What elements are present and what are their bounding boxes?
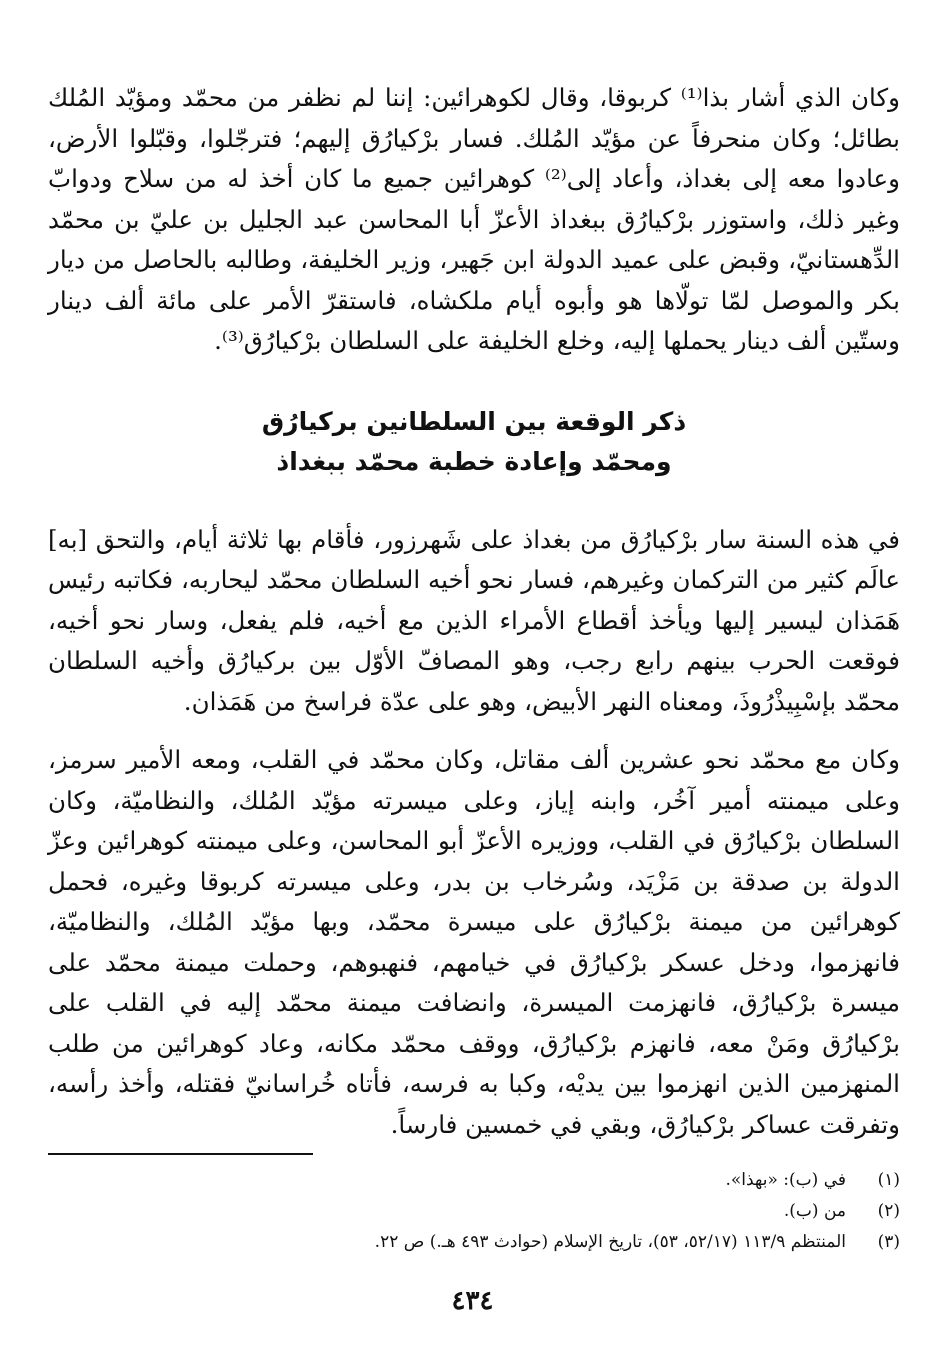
- footnote-number: (٣): [877, 1232, 900, 1252]
- footnote-2: [48, 1196, 900, 1227]
- footnotes: [48, 1165, 900, 1258]
- footnote-number: (١): [877, 1170, 900, 1190]
- footnote-text: في (ب): «بهذا».: [725, 1170, 846, 1190]
- section-heading-line-2: ومحمّد وإعادة خطبة محمّد ببغداذ: [276, 446, 672, 476]
- footnote-number: (٢): [877, 1201, 900, 1221]
- footnote-text: المنتظم ١١٣/٩ (٥٢/١٧، ٥٣)، تاريخ الإسلام (حوادث ٤٩٣ هـ.) ص ٢٢.: [374, 1232, 846, 1252]
- paragraph-section-2: وكان مع محمّد نحو عشرين ألف مقاتل، وكان محمّد في القلب، ومعه الأمير سرمز، وعلى ميمنته أمير آخُر، وابنه إياز، وعلى ميسرته مؤيّد المُلك، والنظاميّة، وكان السلطان برْكيارُق في القلب، ووزيره الأعزّ أبو المحاسن، وعلى ميمنته كوهرائين وعزّ الدولة بن صدقة بن مَزْيَد، وسُرخاب بن بدر، وعلى ميسرته كربوقا وغيره، فحمل كوهرائين من ميمنة برْكيارُق على ميسرة محمّد، وبها مؤيّد المُلك، والنظاميّة، فانهزموا، ودخل عسكر برْكيارُق في خيامهم، فنهبوهم، وحملت ميمنة محمّد على ميسرة برْكيارُق، فانهزمت الميسرة، وانضافت ميمنة محمّد إليه في القلب على برْكيارُق ومَنْ معه، فانهزم برْكيارُق، ووقف محمّد مكانه، وعاد كوهرائين من طلب المنهزمين الذين انهزموا بين يديْه، وكبا به فرسه، فأتاه خُراسانيّ فقتله، وأخذ رأسه، وتفرقت عساكر برْكيارُق، وبقي في خمسين فارساً.: [48, 745, 900, 1139]
- paragraph-opening: وكان الذي أشار بذا⁽¹⁾ كربوقا، وقال لكوهرائين: إننا لم نظفر من محمّد ومؤيّد المُلك بطائل؛ وكان منحرفاً عن مؤيّد المُلك. فسار برْكيارُق إليهم؛ فترجّلوا، وقبّلوا الأرض، وعادوا معه إلى بغداذ، وأعاد إلى⁽²⁾ كوهرائين جميع ما كان أخذ له من سلاح ودوابّ وغير ذلك، واستوزر برْكيارُق ببغداذ الأعزّ أبا المحاسن عبد الجليل بن عليّ بن محمّد الدِّهستانيّ، وقبض على عميد الدولة ابن جَهير، وزير الخليفة، وطالبه بالحاصل من ديار بكر والموصل لمّا تولّاها هو وأبوه أيام ملكشاه، فاستقرّ الأمر على مائة ألف دينار وستّين ألف دينار يحملها إليه، وخلع الخليفة على السلطان برْكيارُق⁽³⁾.: [48, 83, 900, 355]
- paragraph-section-1: في هذه السنة سار برْكيارُق من بغداذ على شَهرزور، فأقام بها ثلاثة أيام، والتحق [به] عالَم كثير من التركمان وغيرهم، فسار نحو أخيه السلطان محمّد ليحاربه، فكاتبه رئيس هَمَذان ليسير إليها ويأخذ أقطاع الأمراء الذين مع أخيه، فلم يفعل، وسار نحو أخيه، فوقعت الحرب بينهم رابع رجب، وهو المصافّ الأوّل بين بركيارُق وأخيه السلطان محمّد بإسْبِيذْرُوذَ، ومعناه النهر الأبيض، وهو على عدّة فراسخ من هَمَذان.: [48, 524, 900, 716]
- section-heading-line-1: ذكر الوقعة بين السلطانين بركيارُق: [261, 406, 687, 436]
- page-body: [48, 78, 900, 1145]
- footnote-divider: [48, 1153, 313, 1155]
- footnote-3: [48, 1227, 900, 1258]
- footnote-1: [48, 1165, 900, 1196]
- section-heading: [48, 402, 900, 482]
- page-number: ٤٣٤: [451, 1286, 494, 1316]
- footnote-text: من (ب).: [783, 1201, 846, 1221]
